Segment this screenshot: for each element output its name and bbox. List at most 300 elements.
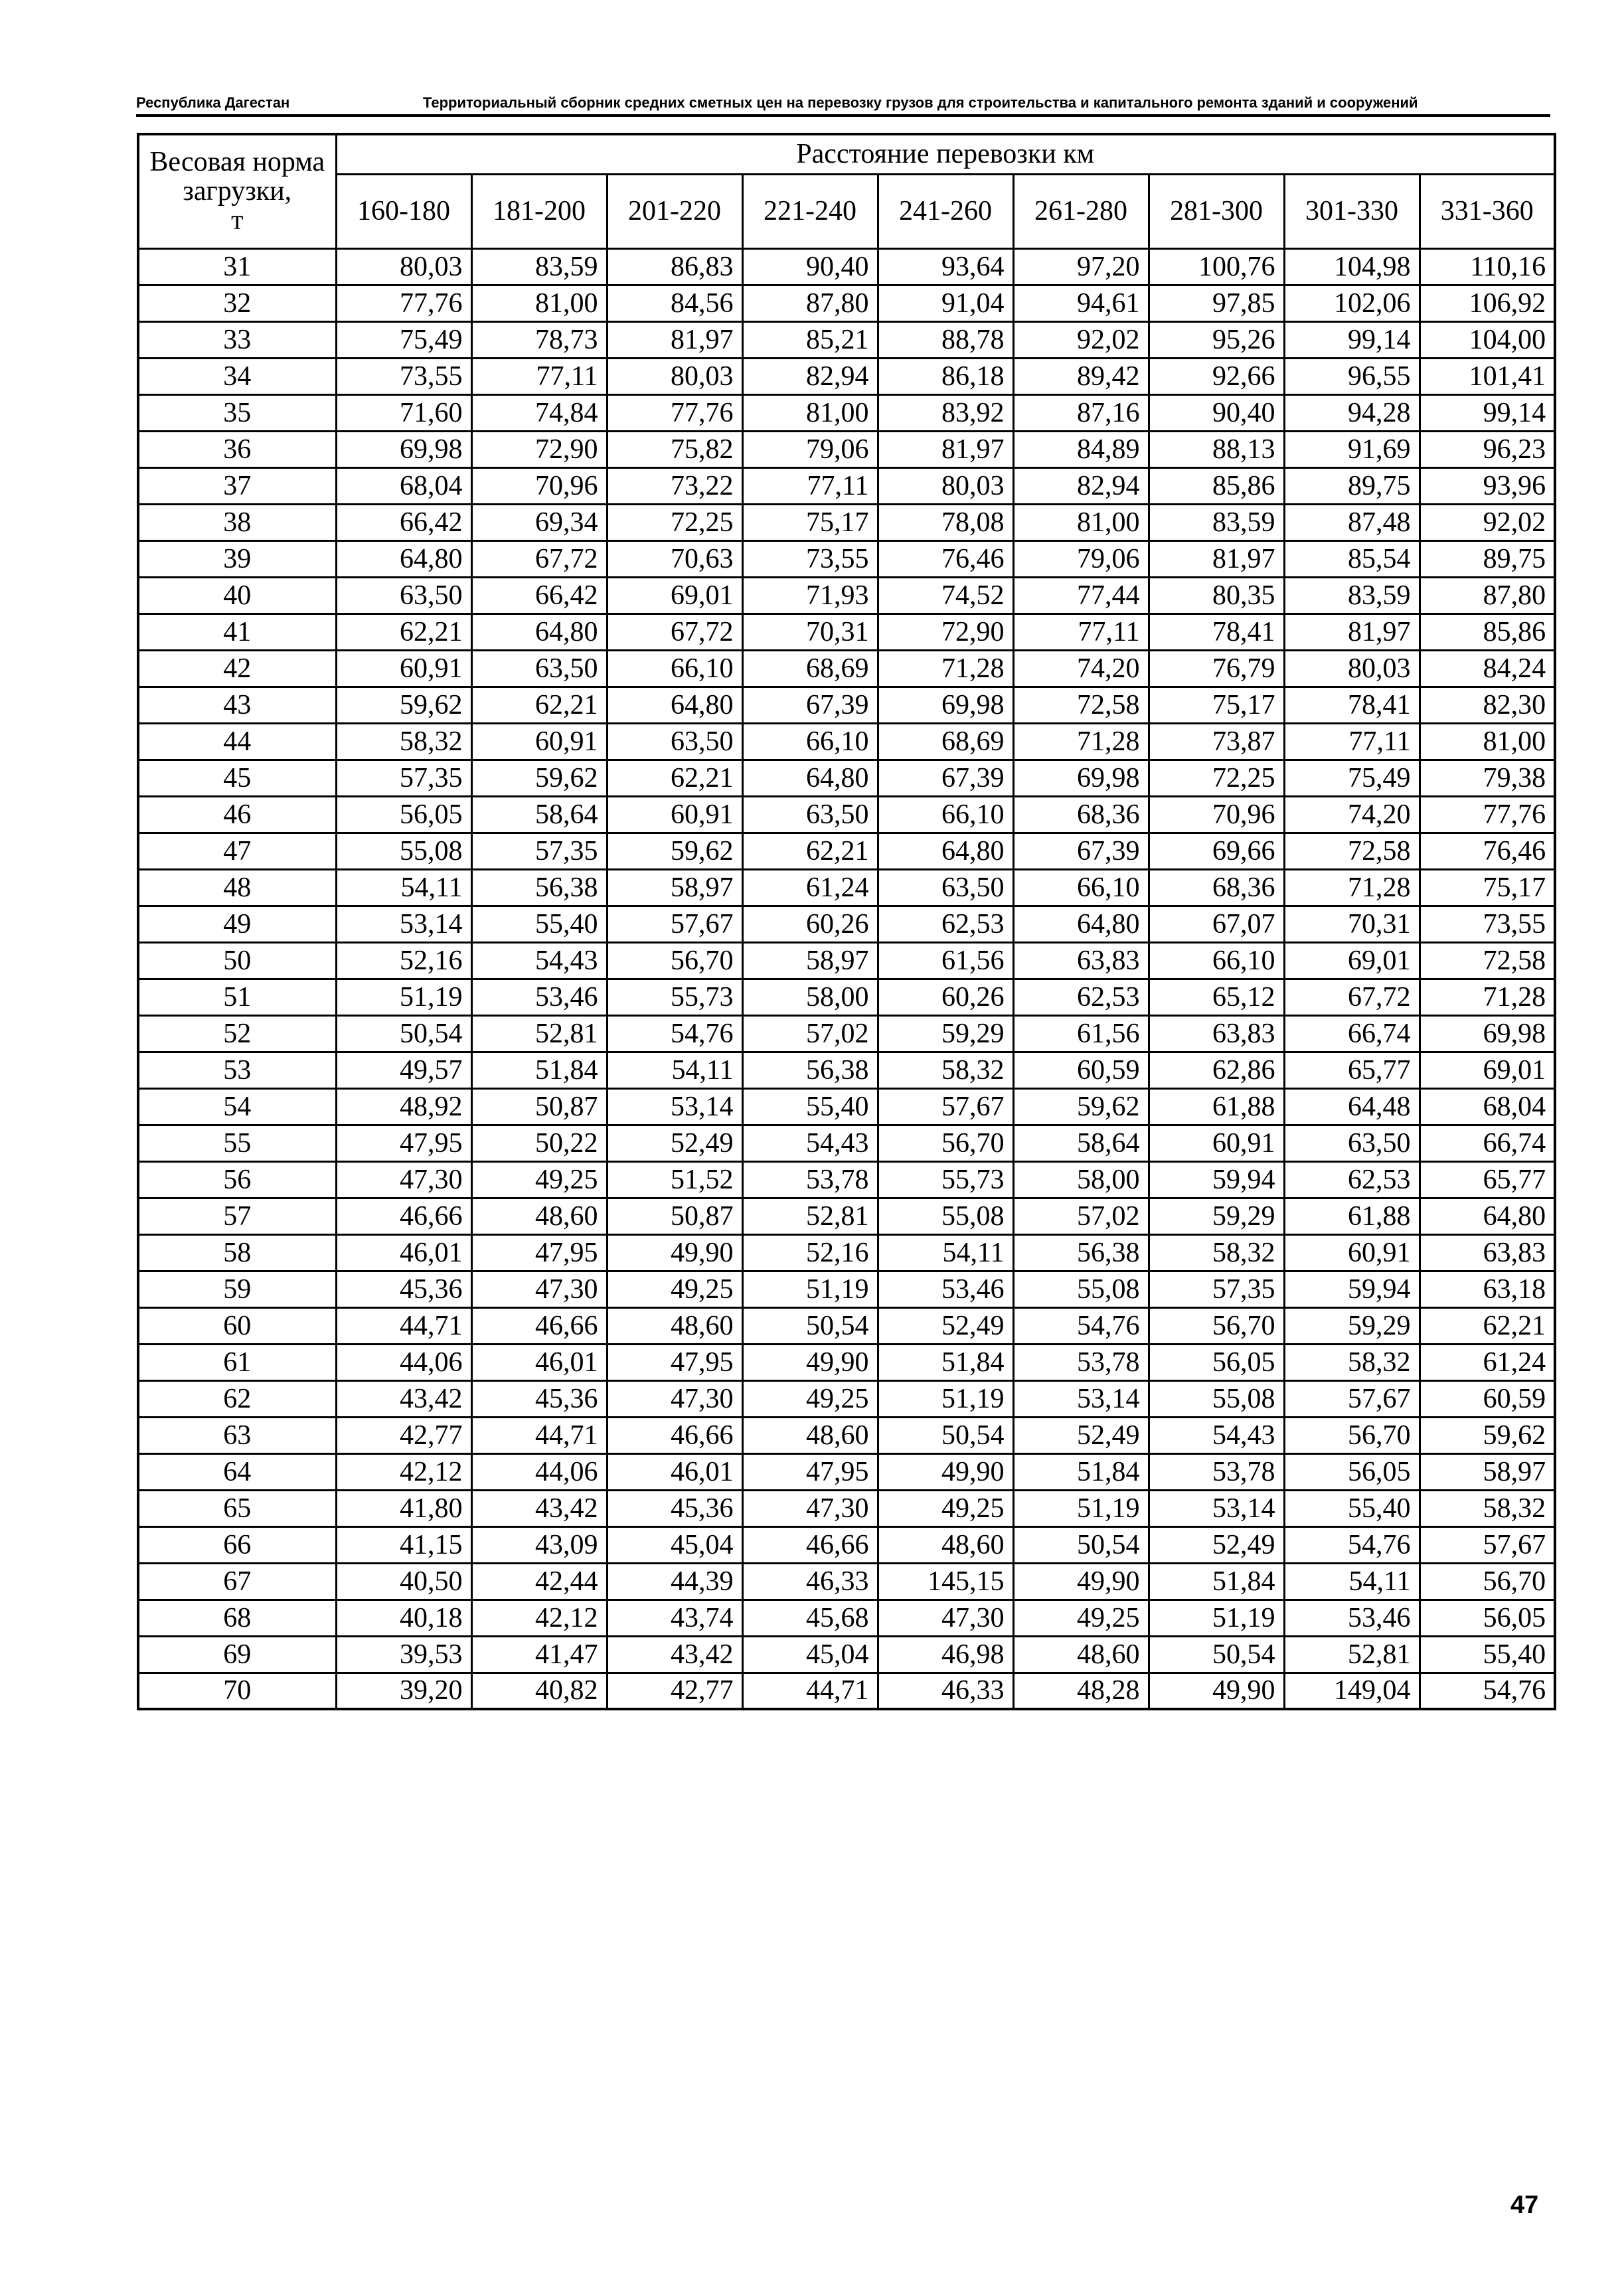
rate-cell: 56,70 bbox=[607, 942, 742, 979]
table-row bbox=[138, 1526, 1555, 1563]
rate-cell: 53,46 bbox=[878, 1271, 1013, 1307]
weight-cell: 35 bbox=[138, 394, 336, 431]
rate-cell: 50,54 bbox=[1013, 1526, 1149, 1563]
weight-header bbox=[138, 134, 336, 248]
rate-cell: 71,28 bbox=[1013, 723, 1149, 760]
rate-cell: 93,96 bbox=[1420, 467, 1555, 504]
rate-cell: 93,64 bbox=[878, 248, 1013, 285]
rate-cell: 95,26 bbox=[1149, 321, 1284, 358]
weight-cell: 70 bbox=[138, 1673, 336, 1709]
rate-cell: 70,31 bbox=[742, 614, 878, 650]
rate-cell: 81,97 bbox=[1284, 614, 1420, 650]
table-row bbox=[138, 1380, 1555, 1417]
weight-cell: 51 bbox=[138, 979, 336, 1015]
rate-cell: 49,90 bbox=[1013, 1563, 1149, 1599]
rate-cell: 80,03 bbox=[607, 358, 742, 394]
rate-cell: 71,28 bbox=[1420, 979, 1555, 1015]
rate-cell: 70,96 bbox=[471, 467, 607, 504]
rate-cell: 99,14 bbox=[1284, 321, 1420, 358]
table-row bbox=[138, 540, 1555, 577]
rate-cell: 47,95 bbox=[471, 1234, 607, 1271]
rate-cell: 60,59 bbox=[1420, 1380, 1555, 1417]
rate-cell: 74,20 bbox=[1284, 796, 1420, 833]
distance-header: Расстояние перевозки км bbox=[336, 134, 1555, 174]
rate-cell: 51,19 bbox=[1013, 1490, 1149, 1526]
rate-cell: 55,08 bbox=[336, 833, 471, 869]
column-header: 261-280 bbox=[1013, 174, 1149, 248]
rate-cell: 74,20 bbox=[1013, 650, 1149, 687]
weight-cell: 34 bbox=[138, 358, 336, 394]
table-row bbox=[138, 1015, 1555, 1052]
column-header: 301-330 bbox=[1284, 174, 1420, 248]
rate-cell: 77,11 bbox=[471, 358, 607, 394]
rate-cell: 57,67 bbox=[1284, 1380, 1420, 1417]
rate-cell: 72,58 bbox=[1420, 942, 1555, 979]
rate-cell: 60,26 bbox=[878, 979, 1013, 1015]
table-row bbox=[138, 321, 1555, 358]
table-row bbox=[138, 358, 1555, 394]
rate-cell: 71,28 bbox=[878, 650, 1013, 687]
table-row bbox=[138, 796, 1555, 833]
rate-cell: 57,35 bbox=[1149, 1271, 1284, 1307]
rate-cell: 54,11 bbox=[878, 1234, 1013, 1271]
weight-cell: 62 bbox=[138, 1380, 336, 1417]
rate-cell: 47,95 bbox=[336, 1125, 471, 1161]
weight-cell: 36 bbox=[138, 431, 336, 467]
weight-cell: 69 bbox=[138, 1636, 336, 1673]
rate-cell: 46,66 bbox=[336, 1198, 471, 1234]
rate-cell: 87,48 bbox=[1284, 504, 1420, 540]
rate-cell: 52,49 bbox=[607, 1125, 742, 1161]
rate-cell: 54,11 bbox=[607, 1052, 742, 1088]
rate-cell: 50,22 bbox=[471, 1125, 607, 1161]
table-row bbox=[138, 1125, 1555, 1161]
rate-cell: 59,29 bbox=[878, 1015, 1013, 1052]
rate-cell: 51,84 bbox=[1013, 1453, 1149, 1490]
rate-cell: 62,21 bbox=[607, 760, 742, 796]
rate-cell: 55,08 bbox=[1013, 1271, 1149, 1307]
weight-header-line3: т bbox=[231, 205, 244, 236]
rate-cell: 42,77 bbox=[607, 1673, 742, 1709]
rate-cell: 86,18 bbox=[878, 358, 1013, 394]
rate-cell: 69,01 bbox=[1284, 942, 1420, 979]
rate-cell: 94,61 bbox=[1013, 285, 1149, 321]
rate-cell: 89,42 bbox=[1013, 358, 1149, 394]
rate-cell: 60,91 bbox=[336, 650, 471, 687]
rate-cell: 106,92 bbox=[1420, 285, 1555, 321]
table-row bbox=[138, 869, 1555, 906]
rate-cell: 59,62 bbox=[336, 687, 471, 723]
rate-cell: 49,57 bbox=[336, 1052, 471, 1088]
table-row bbox=[138, 1307, 1555, 1344]
table-row bbox=[138, 1490, 1555, 1526]
rate-cell: 40,50 bbox=[336, 1563, 471, 1599]
table-row bbox=[138, 1088, 1555, 1125]
rate-cell: 61,56 bbox=[1013, 1015, 1149, 1052]
table-row bbox=[138, 504, 1555, 540]
table-row bbox=[138, 248, 1555, 285]
rate-cell: 55,08 bbox=[1149, 1380, 1284, 1417]
rate-cell: 72,58 bbox=[1284, 833, 1420, 869]
rate-cell: 74,84 bbox=[471, 394, 607, 431]
rate-cell: 56,05 bbox=[336, 796, 471, 833]
rate-cell: 66,74 bbox=[1284, 1015, 1420, 1052]
table-row bbox=[138, 1636, 1555, 1673]
rate-cell: 87,16 bbox=[1013, 394, 1149, 431]
rate-cell: 78,41 bbox=[1149, 614, 1284, 650]
rate-cell: 66,42 bbox=[336, 504, 471, 540]
rate-cell: 58,32 bbox=[1284, 1344, 1420, 1380]
rate-cell: 75,17 bbox=[1149, 687, 1284, 723]
rate-cell: 63,50 bbox=[336, 577, 471, 614]
rate-cell: 45,04 bbox=[607, 1526, 742, 1563]
weight-cell: 44 bbox=[138, 723, 336, 760]
rate-cell: 69,01 bbox=[607, 577, 742, 614]
rate-cell: 78,73 bbox=[471, 321, 607, 358]
rate-cell: 73,22 bbox=[607, 467, 742, 504]
rate-cell: 64,48 bbox=[1284, 1088, 1420, 1125]
rate-cell: 82,30 bbox=[1420, 687, 1555, 723]
rate-cell: 44,06 bbox=[336, 1344, 471, 1380]
rate-cell: 69,66 bbox=[1149, 833, 1284, 869]
table-body bbox=[138, 248, 1555, 1709]
rate-cell: 84,56 bbox=[607, 285, 742, 321]
rate-cell: 79,38 bbox=[1420, 760, 1555, 796]
weight-cell: 33 bbox=[138, 321, 336, 358]
rate-cell: 68,04 bbox=[1420, 1088, 1555, 1125]
freight-rates-table bbox=[137, 133, 1556, 1710]
rate-cell: 56,38 bbox=[471, 869, 607, 906]
rate-cell: 91,04 bbox=[878, 285, 1013, 321]
weight-cell: 58 bbox=[138, 1234, 336, 1271]
column-header: 181-200 bbox=[471, 174, 607, 248]
rate-cell: 47,30 bbox=[607, 1380, 742, 1417]
rate-cell: 50,54 bbox=[742, 1307, 878, 1344]
rate-cell: 55,08 bbox=[878, 1198, 1013, 1234]
weight-cell: 55 bbox=[138, 1125, 336, 1161]
rate-cell: 66,10 bbox=[1013, 869, 1149, 906]
weight-cell: 48 bbox=[138, 869, 336, 906]
rate-cell: 50,54 bbox=[1149, 1636, 1284, 1673]
rate-cell: 43,74 bbox=[607, 1599, 742, 1636]
rate-cell: 81,97 bbox=[607, 321, 742, 358]
rate-cell: 56,70 bbox=[1420, 1563, 1555, 1599]
rate-cell: 51,19 bbox=[336, 979, 471, 1015]
rate-cell: 76,46 bbox=[878, 540, 1013, 577]
table-row bbox=[138, 906, 1555, 942]
table-row bbox=[138, 1417, 1555, 1453]
weight-cell: 41 bbox=[138, 614, 336, 650]
weight-cell: 68 bbox=[138, 1599, 336, 1636]
rate-cell: 49,90 bbox=[878, 1453, 1013, 1490]
rate-cell: 73,87 bbox=[1149, 723, 1284, 760]
rate-cell: 51,84 bbox=[1149, 1563, 1284, 1599]
rate-cell: 57,67 bbox=[878, 1088, 1013, 1125]
rate-cell: 41,15 bbox=[336, 1526, 471, 1563]
rate-cell: 42,44 bbox=[471, 1563, 607, 1599]
weight-cell: 50 bbox=[138, 942, 336, 979]
rate-cell: 61,88 bbox=[1149, 1088, 1284, 1125]
rate-cell: 145,15 bbox=[878, 1563, 1013, 1599]
rate-cell: 65,77 bbox=[1284, 1052, 1420, 1088]
rate-cell: 64,80 bbox=[336, 540, 471, 577]
rate-cell: 59,29 bbox=[1149, 1198, 1284, 1234]
rate-cell: 60,91 bbox=[1149, 1125, 1284, 1161]
rate-cell: 81,00 bbox=[1420, 723, 1555, 760]
rate-cell: 83,59 bbox=[471, 248, 607, 285]
weight-cell: 65 bbox=[138, 1490, 336, 1526]
rate-cell: 71,93 bbox=[742, 577, 878, 614]
rate-cell: 48,92 bbox=[336, 1088, 471, 1125]
rate-cell: 69,01 bbox=[1420, 1052, 1555, 1088]
table-row bbox=[138, 650, 1555, 687]
rate-cell: 58,32 bbox=[336, 723, 471, 760]
rate-cell: 97,20 bbox=[1013, 248, 1149, 285]
rate-cell: 56,05 bbox=[1284, 1453, 1420, 1490]
rate-cell: 67,72 bbox=[471, 540, 607, 577]
rate-cell: 40,18 bbox=[336, 1599, 471, 1636]
rate-cell: 43,42 bbox=[607, 1636, 742, 1673]
weight-cell: 32 bbox=[138, 285, 336, 321]
weight-cell: 59 bbox=[138, 1271, 336, 1307]
rate-cell: 58,00 bbox=[1013, 1161, 1149, 1198]
table-row bbox=[138, 833, 1555, 869]
rate-cell: 44,06 bbox=[471, 1453, 607, 1490]
rate-cell: 68,04 bbox=[336, 467, 471, 504]
rate-cell: 51,19 bbox=[742, 1271, 878, 1307]
rate-cell: 57,67 bbox=[1420, 1526, 1555, 1563]
table-row bbox=[138, 577, 1555, 614]
rate-cell: 55,40 bbox=[1284, 1490, 1420, 1526]
rate-cell: 87,80 bbox=[742, 285, 878, 321]
rate-cell: 64,80 bbox=[1420, 1198, 1555, 1234]
rate-cell: 47,30 bbox=[878, 1599, 1013, 1636]
rate-cell: 66,10 bbox=[607, 650, 742, 687]
rate-cell: 85,86 bbox=[1420, 614, 1555, 650]
rate-cell: 57,35 bbox=[336, 760, 471, 796]
rate-cell: 49,90 bbox=[1149, 1673, 1284, 1709]
rate-cell: 85,54 bbox=[1284, 540, 1420, 577]
rate-cell: 81,97 bbox=[1149, 540, 1284, 577]
rate-cell: 53,46 bbox=[471, 979, 607, 1015]
rate-cell: 52,49 bbox=[1013, 1417, 1149, 1453]
rate-cell: 60,26 bbox=[742, 906, 878, 942]
rate-cell: 81,00 bbox=[471, 285, 607, 321]
rate-cell: 62,21 bbox=[742, 833, 878, 869]
rate-cell: 75,49 bbox=[1284, 760, 1420, 796]
rate-cell: 58,32 bbox=[1149, 1234, 1284, 1271]
rate-cell: 68,36 bbox=[1013, 796, 1149, 833]
rate-cell: 96,23 bbox=[1420, 431, 1555, 467]
table-row bbox=[138, 723, 1555, 760]
rate-cell: 75,17 bbox=[742, 504, 878, 540]
rate-cell: 52,49 bbox=[878, 1307, 1013, 1344]
rate-cell: 42,12 bbox=[336, 1453, 471, 1490]
table-row bbox=[138, 285, 1555, 321]
rate-cell: 54,11 bbox=[336, 869, 471, 906]
rate-cell: 92,02 bbox=[1013, 321, 1149, 358]
rate-cell: 58,97 bbox=[607, 869, 742, 906]
rate-cell: 59,94 bbox=[1284, 1271, 1420, 1307]
rate-cell: 83,59 bbox=[1284, 577, 1420, 614]
rate-cell: 81,00 bbox=[742, 394, 878, 431]
rate-cell: 49,25 bbox=[607, 1271, 742, 1307]
column-header-row bbox=[138, 174, 1555, 248]
rate-cell: 64,80 bbox=[742, 760, 878, 796]
weight-cell: 60 bbox=[138, 1307, 336, 1344]
rate-cell: 52,81 bbox=[471, 1015, 607, 1052]
rate-cell: 73,55 bbox=[742, 540, 878, 577]
rate-cell: 48,60 bbox=[607, 1307, 742, 1344]
rate-cell: 43,42 bbox=[471, 1490, 607, 1526]
rate-cell: 80,03 bbox=[1284, 650, 1420, 687]
rate-cell: 62,53 bbox=[1284, 1161, 1420, 1198]
rate-cell: 92,66 bbox=[1149, 358, 1284, 394]
weight-header-line2: загрузки, bbox=[183, 176, 292, 207]
rate-cell: 60,91 bbox=[607, 796, 742, 833]
rate-cell: 70,31 bbox=[1284, 906, 1420, 942]
rate-cell: 69,98 bbox=[1013, 760, 1149, 796]
rate-cell: 45,04 bbox=[742, 1636, 878, 1673]
rate-cell: 85,21 bbox=[742, 321, 878, 358]
rate-cell: 63,50 bbox=[1284, 1125, 1420, 1161]
table-row bbox=[138, 614, 1555, 650]
rate-cell: 88,13 bbox=[1149, 431, 1284, 467]
weight-cell: 53 bbox=[138, 1052, 336, 1088]
rate-cell: 55,73 bbox=[878, 1161, 1013, 1198]
rate-cell: 53,78 bbox=[1013, 1344, 1149, 1380]
rate-cell: 77,44 bbox=[1013, 577, 1149, 614]
rate-cell: 61,24 bbox=[1420, 1344, 1555, 1380]
rate-cell: 73,55 bbox=[336, 358, 471, 394]
column-header: 281-300 bbox=[1149, 174, 1284, 248]
rate-cell: 62,21 bbox=[471, 687, 607, 723]
rate-cell: 51,84 bbox=[878, 1344, 1013, 1380]
rate-cell: 69,98 bbox=[878, 687, 1013, 723]
rate-cell: 72,90 bbox=[471, 431, 607, 467]
rate-cell: 100,76 bbox=[1149, 248, 1284, 285]
table-row bbox=[138, 1453, 1555, 1490]
rate-cell: 48,60 bbox=[878, 1526, 1013, 1563]
rate-cell: 46,66 bbox=[742, 1526, 878, 1563]
rate-cell: 48,60 bbox=[471, 1198, 607, 1234]
rate-cell: 70,96 bbox=[1149, 796, 1284, 833]
rate-cell: 59,62 bbox=[607, 833, 742, 869]
rate-cell: 110,16 bbox=[1420, 248, 1555, 285]
rate-cell: 51,19 bbox=[878, 1380, 1013, 1417]
rate-cell: 46,66 bbox=[607, 1417, 742, 1453]
rate-cell: 72,58 bbox=[1013, 687, 1149, 723]
rate-cell: 96,55 bbox=[1284, 358, 1420, 394]
rate-cell: 79,06 bbox=[742, 431, 878, 467]
rate-cell: 77,76 bbox=[336, 285, 471, 321]
rate-cell: 53,14 bbox=[607, 1088, 742, 1125]
rate-cell: 52,16 bbox=[336, 942, 471, 979]
weight-cell: 39 bbox=[138, 540, 336, 577]
rate-cell: 67,39 bbox=[878, 760, 1013, 796]
rate-cell: 44,71 bbox=[336, 1307, 471, 1344]
rate-cell: 54,11 bbox=[1284, 1563, 1420, 1599]
rate-cell: 80,03 bbox=[878, 467, 1013, 504]
rate-cell: 71,28 bbox=[1284, 869, 1420, 906]
rate-cell: 53,14 bbox=[1149, 1490, 1284, 1526]
weight-cell: 31 bbox=[138, 248, 336, 285]
rate-cell: 39,20 bbox=[336, 1673, 471, 1709]
rate-cell: 46,33 bbox=[742, 1563, 878, 1599]
rate-cell: 60,59 bbox=[1013, 1052, 1149, 1088]
rate-cell: 44,71 bbox=[471, 1417, 607, 1453]
weight-cell: 40 bbox=[138, 577, 336, 614]
rate-cell: 54,43 bbox=[742, 1125, 878, 1161]
rate-cell: 63,83 bbox=[1149, 1015, 1284, 1052]
rate-cell: 66,74 bbox=[1420, 1125, 1555, 1161]
weight-cell: 49 bbox=[138, 906, 336, 942]
table-row bbox=[138, 1234, 1555, 1271]
rate-cell: 68,69 bbox=[742, 650, 878, 687]
rate-cell: 79,06 bbox=[1013, 540, 1149, 577]
weight-cell: 67 bbox=[138, 1563, 336, 1599]
rate-cell: 55,40 bbox=[1420, 1636, 1555, 1673]
rate-cell: 49,25 bbox=[1013, 1599, 1149, 1636]
rate-cell: 46,01 bbox=[607, 1453, 742, 1490]
rate-cell: 102,06 bbox=[1284, 285, 1420, 321]
rate-cell: 52,81 bbox=[1284, 1636, 1420, 1673]
table-row bbox=[138, 467, 1555, 504]
rate-cell: 59,62 bbox=[1420, 1417, 1555, 1453]
table-row bbox=[138, 1563, 1555, 1599]
rate-cell: 44,39 bbox=[607, 1563, 742, 1599]
weight-cell: 63 bbox=[138, 1417, 336, 1453]
rate-cell: 64,80 bbox=[878, 833, 1013, 869]
rate-cell: 63,50 bbox=[742, 796, 878, 833]
rate-cell: 82,94 bbox=[1013, 467, 1149, 504]
rate-cell: 52,49 bbox=[1149, 1526, 1284, 1563]
rate-cell: 53,14 bbox=[336, 906, 471, 942]
rate-cell: 87,80 bbox=[1420, 577, 1555, 614]
rate-cell: 75,49 bbox=[336, 321, 471, 358]
rate-cell: 80,03 bbox=[336, 248, 471, 285]
rate-cell: 85,86 bbox=[1149, 467, 1284, 504]
rate-cell: 45,36 bbox=[336, 1271, 471, 1307]
table-row bbox=[138, 1052, 1555, 1088]
rate-cell: 50,54 bbox=[878, 1417, 1013, 1453]
rate-cell: 63,18 bbox=[1420, 1271, 1555, 1307]
rate-cell: 83,92 bbox=[878, 394, 1013, 431]
rate-cell: 61,56 bbox=[878, 942, 1013, 979]
weight-cell: 42 bbox=[138, 650, 336, 687]
rate-cell: 84,24 bbox=[1420, 650, 1555, 687]
rate-cell: 62,21 bbox=[336, 614, 471, 650]
rate-cell: 64,80 bbox=[607, 687, 742, 723]
rate-cell: 60,91 bbox=[1284, 1234, 1420, 1271]
rate-cell: 45,36 bbox=[471, 1380, 607, 1417]
rate-cell: 51,52 bbox=[607, 1161, 742, 1198]
weight-cell: 56 bbox=[138, 1161, 336, 1198]
rate-cell: 48,60 bbox=[742, 1417, 878, 1453]
rate-cell: 77,76 bbox=[1420, 796, 1555, 833]
rate-cell: 57,02 bbox=[1013, 1198, 1149, 1234]
column-header: 201-220 bbox=[607, 174, 742, 248]
rate-cell: 49,25 bbox=[878, 1490, 1013, 1526]
rate-cell: 81,97 bbox=[878, 431, 1013, 467]
rate-cell: 62,53 bbox=[1013, 979, 1149, 1015]
rate-cell: 51,84 bbox=[471, 1052, 607, 1088]
rate-cell: 58,64 bbox=[471, 796, 607, 833]
rate-cell: 69,98 bbox=[1420, 1015, 1555, 1052]
rate-cell: 43,09 bbox=[471, 1526, 607, 1563]
rate-cell: 66,42 bbox=[471, 577, 607, 614]
rate-cell: 92,02 bbox=[1420, 504, 1555, 540]
